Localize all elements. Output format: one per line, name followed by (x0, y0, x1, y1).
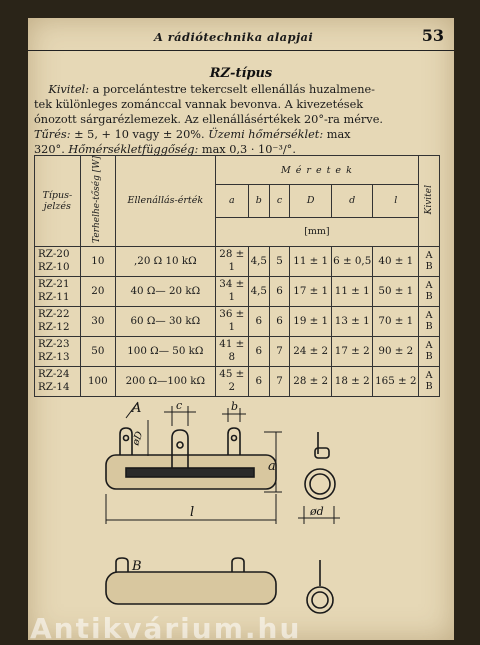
finish-code: A (425, 250, 433, 262)
table-row (35, 246, 440, 276)
resistor-a-winding (126, 468, 254, 477)
type-code: RZ-21 (38, 278, 70, 291)
table-row (35, 306, 440, 336)
paragraph-line: ónozott sárgarézlemezek. Az ellenállásértékek 20°-ra mérve. (34, 113, 383, 126)
terminal-hole (177, 442, 183, 448)
cell-value: 200 Ω—100 kΩ (115, 366, 215, 396)
type-code: RZ-10 (38, 261, 70, 274)
cell-finish (419, 306, 440, 336)
table-row (35, 336, 440, 366)
paragraph-text: max (323, 128, 351, 141)
end-view-inner-ring (310, 474, 330, 494)
paragraph-line (34, 127, 444, 142)
terminal-right (228, 428, 240, 455)
paragraph-line (34, 82, 444, 97)
paragraph-text: a porcelántestre tekercselt ellenállás huzalmene- (89, 83, 375, 96)
watermark: Antikvárium.hu (30, 612, 302, 645)
header-dim-l: l (373, 185, 419, 218)
finish-code: A (425, 280, 433, 292)
tures-label: Tűrés: (34, 128, 71, 141)
header-value: Ellenállás-érték (115, 156, 215, 247)
figure-label-A: A (132, 401, 142, 416)
cell-finish (419, 276, 440, 306)
type-code: RZ-20 (38, 248, 70, 261)
cell-finish (419, 336, 440, 366)
book-page (28, 18, 454, 640)
figure-label-b: b (231, 400, 239, 413)
cell-value: 60 Ω— 30 kΩ (115, 306, 215, 336)
finish-code: A (425, 370, 433, 382)
paragraph-text: ± 5, + 10 vagy ± 20%. (70, 128, 205, 141)
figure-label-d: ød (310, 505, 324, 518)
header-dim-c: c (269, 185, 290, 218)
cell-value: 40 Ω— 20 kΩ (115, 276, 215, 306)
header-load (80, 156, 115, 247)
finish-code: B (425, 381, 433, 393)
finish-code: A (425, 310, 433, 322)
terminal-b-right (232, 558, 244, 572)
page-number: 53 (421, 26, 444, 45)
finish-code: A (425, 340, 433, 352)
cell-dim-b: 4,5 (248, 276, 269, 306)
header-finish-text: Kivitel (423, 184, 434, 215)
resistor-b-body (106, 572, 276, 604)
paragraph-text: 320°. (34, 143, 65, 156)
header-finish (419, 156, 440, 247)
figure-label-c: c (176, 399, 183, 412)
terminal-hole (232, 436, 237, 441)
cell-type (35, 276, 81, 306)
cell-dim-b: 4,5 (248, 246, 269, 276)
cell-dim-l: 165 ± 2 (373, 366, 419, 396)
end-view-b (307, 560, 333, 613)
cell-dim-a: 34 ± 1 (215, 276, 248, 306)
cell-type (35, 336, 81, 366)
figure-label-l: l (190, 505, 195, 520)
cell-type (35, 306, 81, 336)
figure-label-a: a (268, 459, 276, 474)
type-code: RZ-22 (38, 308, 70, 321)
figure-label-D: øD (130, 430, 146, 448)
cell-dim-D: 28 ± 2 (290, 366, 332, 396)
cell-load: 10 (80, 246, 115, 276)
kivitel-label: Kivitel: (48, 83, 90, 96)
cell-dim-D: 17 ± 1 (290, 276, 332, 306)
description-paragraph (34, 82, 444, 157)
terminal-b-left (116, 558, 128, 572)
running-header (28, 26, 454, 51)
cell-dim-l: 90 ± 2 (373, 336, 419, 366)
cell-dim-c: 7 (269, 366, 290, 396)
cell-dim-c: 7 (269, 336, 290, 366)
cell-dim-c: 6 (269, 306, 290, 336)
header-title: A rádiótechnika alapjai (154, 30, 314, 44)
cell-dim-d: 13 ± 1 (331, 306, 373, 336)
cell-dim-a: 28 ± 1 (215, 246, 248, 276)
type-code: RZ-13 (38, 351, 70, 364)
resistor-drawing (28, 398, 454, 640)
cell-dim-a: 36 ± 1 (215, 306, 248, 336)
cell-dim-d: 18 ± 2 (331, 366, 373, 396)
terminal-hole (124, 436, 129, 441)
header-load-text: Terhelhe-tőség [W] (92, 156, 103, 243)
table-row (35, 366, 440, 396)
section-title: RZ-típus (209, 66, 273, 81)
header-dim-b: b (248, 185, 269, 218)
finish-code: B (425, 351, 433, 363)
type-code: RZ-24 (38, 368, 70, 381)
header-unit: [mm] (215, 217, 419, 246)
figure-label-B: B (132, 559, 142, 574)
cell-dim-d: 6 ± 0,5 (331, 246, 373, 276)
paragraph-line: tek különleges zománccal vannak bevonva. A kivezetések (34, 98, 364, 111)
end-view-b-inner-ring (312, 592, 328, 608)
cell-dim-l: 70 ± 1 (373, 306, 419, 336)
cell-type (35, 246, 81, 276)
finish-code: B (425, 321, 433, 333)
header-dim-a: a (215, 185, 248, 218)
homerseklet-label: Hőmérsékletfüggőség: (64, 143, 199, 156)
header-dim-D: D (290, 185, 332, 218)
cell-dim-D: 11 ± 1 (290, 246, 332, 276)
cell-finish (419, 366, 440, 396)
cell-type (35, 366, 81, 396)
cell-dim-a: 45 ± 2 (215, 366, 248, 396)
cell-dim-b: 6 (248, 336, 269, 366)
cell-dim-c: 5 (269, 246, 290, 276)
type-code: RZ-14 (38, 381, 70, 394)
type-code: RZ-11 (38, 291, 70, 304)
cell-value: 100 Ω— 50 kΩ (115, 336, 215, 366)
cell-value: ,20 Ω 10 kΩ (115, 246, 215, 276)
cell-dim-d: 17 ± 2 (331, 336, 373, 366)
cell-dim-b: 6 (248, 306, 269, 336)
finish-code: B (425, 261, 433, 273)
finish-code: B (425, 291, 433, 303)
cell-dim-a: 41 ± 8 (215, 336, 248, 366)
cell-dim-D: 19 ± 1 (290, 306, 332, 336)
paragraph-text: max 0,3 · 10⁻³/°. (198, 143, 296, 156)
cell-load: 100 (80, 366, 115, 396)
end-view-clip (315, 448, 329, 458)
cell-dim-D: 24 ± 2 (290, 336, 332, 366)
cell-dim-l: 40 ± 1 (373, 246, 419, 276)
uzemi-label: Üzemi hőmérséklet: (204, 128, 324, 141)
cell-dim-l: 50 ± 1 (373, 276, 419, 306)
end-view-b-outer-ring (307, 587, 333, 613)
table-row (35, 276, 440, 306)
cell-finish (419, 246, 440, 276)
cell-load: 20 (80, 276, 115, 306)
table-body (35, 246, 440, 396)
header-type: Típus-jelzés (35, 156, 81, 247)
header-dimensions: M é r e t e k (215, 156, 419, 185)
cell-dim-d: 11 ± 1 (331, 276, 373, 306)
cell-dim-b: 6 (248, 366, 269, 396)
type-code: RZ-23 (38, 338, 70, 351)
spec-table (34, 155, 440, 397)
cell-dim-c: 6 (269, 276, 290, 306)
cell-load: 50 (80, 336, 115, 366)
header-dim-d: d (331, 185, 373, 218)
cell-load: 30 (80, 306, 115, 336)
type-code: RZ-12 (38, 321, 70, 334)
